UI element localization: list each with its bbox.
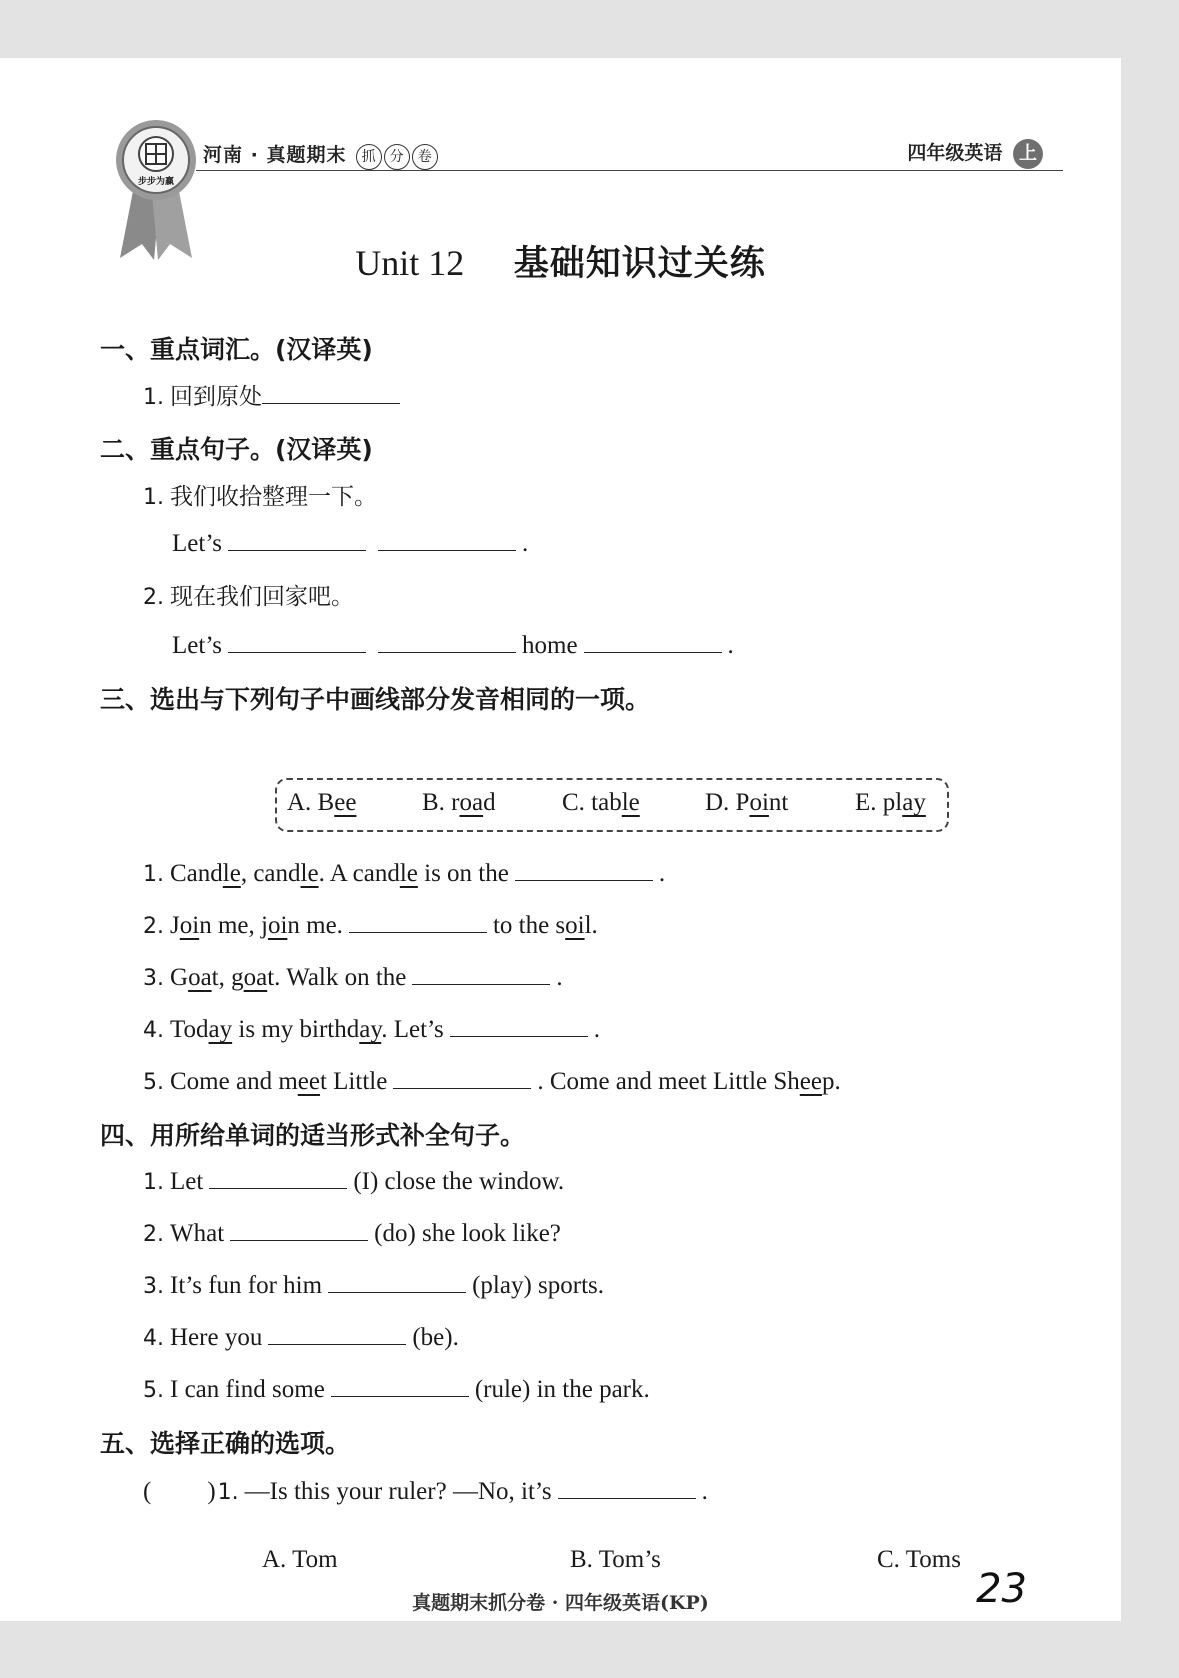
answer-text: Let’s	[172, 632, 222, 659]
header-grade-text: 四年级英语	[907, 142, 1003, 164]
option-c: C. table	[562, 789, 640, 816]
answer-blank[interactable]	[228, 630, 366, 653]
answer-blank[interactable]	[450, 1014, 588, 1037]
header-circle-char: 抓	[356, 144, 382, 170]
title-cn: 基础知识过关练	[513, 244, 766, 284]
question-number: 2.	[143, 585, 164, 610]
question-text: 现在我们回家吧。	[170, 584, 354, 610]
answer-blank[interactable]	[393, 1066, 531, 1089]
choice-c[interactable]: C. Toms	[877, 1546, 961, 1573]
question: 2. What (do) she look like?	[143, 1220, 561, 1247]
question	[143, 378, 406, 411]
answer-blank[interactable]	[584, 630, 722, 653]
answer-blank[interactable]	[262, 381, 400, 404]
option-a: A. Bee	[287, 789, 357, 816]
header-grade	[907, 138, 1043, 169]
section-heading: 三、选出与下列句子中画线部分发音相同的一项。	[100, 685, 651, 714]
question	[143, 478, 377, 511]
section-heading: 四、用所给单词的适当形式补全句子。	[100, 1121, 526, 1150]
question: 4. Today is my birthday. Let’s .	[143, 1016, 600, 1043]
answer-blank[interactable]	[328, 1270, 466, 1293]
volume-badge: 上	[1013, 139, 1043, 169]
answer-paren-close: )	[207, 1478, 216, 1505]
options-box	[275, 778, 949, 832]
question: 5. Come and meet Little . Come and meet Little Sheep.	[143, 1068, 841, 1095]
option-d: D. Point	[705, 789, 789, 816]
question-number: 1.	[143, 485, 164, 510]
section-heading: 一、重点词汇。(汉译英)	[100, 335, 373, 364]
header-circle-char: 卷	[412, 144, 438, 170]
page-title	[0, 236, 1121, 286]
answer-text: Let’s	[172, 530, 222, 557]
answer-blank[interactable]	[412, 962, 550, 985]
answer-blank[interactable]	[230, 1218, 368, 1241]
section-heading: 五、选择正确的选项。	[100, 1429, 351, 1458]
choice-a[interactable]: A. Tom	[262, 1546, 338, 1573]
header-circle-char: 分	[384, 144, 410, 170]
page-footer: 真题期末抓分卷 · 四年级英语(KP)	[412, 1592, 709, 1614]
answer-line	[172, 630, 734, 660]
answer-paren-open: (	[143, 1478, 152, 1505]
answer-blank[interactable]	[268, 1322, 406, 1345]
answer-line	[172, 528, 528, 558]
question	[143, 578, 354, 611]
question: 3. Goat, goat. Walk on the .	[143, 964, 563, 991]
question-number: 1.	[143, 385, 164, 410]
unit-label: Unit 12	[355, 243, 465, 283]
option-b: B. road	[422, 789, 496, 816]
answer-blank[interactable]	[515, 858, 653, 881]
question: 2. Join me, join me. to the soil.	[143, 912, 598, 939]
question: 5. I can find some (rule) in the park.	[143, 1376, 650, 1403]
answer-blank[interactable]	[378, 528, 516, 551]
page-header	[0, 58, 1121, 218]
answer-blank[interactable]	[349, 910, 487, 933]
question: 1. Let (I) close the window.	[143, 1168, 565, 1195]
answer-punct: .	[727, 632, 734, 659]
page-number: 23	[976, 1566, 1027, 1612]
answer-blank[interactable]	[558, 1476, 696, 1499]
worksheet-page	[0, 58, 1121, 1621]
answer-blank[interactable]	[378, 630, 516, 653]
header-rule	[196, 170, 1063, 171]
question: 3. It’s fun for him (play) sports.	[143, 1272, 604, 1299]
question-text: 回到原处	[170, 384, 262, 410]
answer-text: home	[522, 632, 578, 659]
section-heading: 二、重点句子。(汉译英)	[100, 435, 373, 464]
question-text: 我们收拾整理一下。	[170, 484, 377, 510]
answer-punct: .	[522, 530, 529, 557]
question: 4. Here you (be).	[143, 1324, 459, 1351]
answer-blank[interactable]	[209, 1166, 347, 1189]
header-series-title	[203, 140, 438, 170]
header-left-text: 河南 · 真题期末	[203, 144, 347, 166]
option-e: E. play	[855, 789, 926, 816]
answer-blank[interactable]	[331, 1374, 469, 1397]
badge-text: 步步为赢	[137, 177, 175, 187]
choice-b[interactable]: B. Tom’s	[570, 1546, 661, 1573]
question: 1. Candle, candle. A candle is on the .	[143, 860, 666, 887]
answer-blank[interactable]	[228, 528, 366, 551]
question: ( )1. —Is this your ruler? —No, it’s .	[143, 1478, 708, 1505]
